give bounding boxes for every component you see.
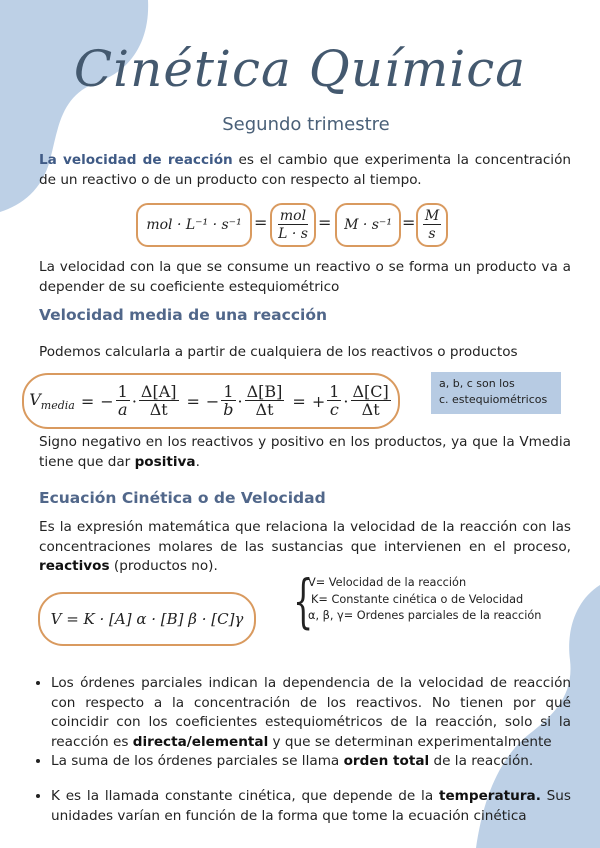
term3-sign: + (311, 391, 326, 411)
ecuacion-text-b: (productos no). (109, 558, 218, 574)
stoichiometry-paragraph: La velocidad con la que se consume un reactivo o se forma un producto va a depender de su coeficiente estequiométrico (39, 259, 571, 295)
section-heading-velocidad-media: Velocidad media de una reacción (39, 306, 328, 324)
term3-dot: · (343, 391, 349, 411)
ecuacion-text-a: Es la expresión matemática que relaciona la velocidad de la reacción con las concentraciones molares de las sustancias que intervienen en el proceso, (39, 519, 571, 555)
equals-2: = (318, 213, 332, 232)
unit-fraction-num: mol (279, 208, 307, 224)
list-item: • K es la llamada constante cinética, que depende de la temperatura. Sus unidades varían en función de la forma que tome la ecuación cinética (51, 787, 571, 826)
term2-rate: $\frac{\Delta[B]}{\Delta t}$ (246, 382, 283, 419)
list-item: • Los órdenes parciales indican la dependencia de la velocidad de reacción con respecto a la concentración de los reactivos. No tienen por qué coincidir con los coeficientes estequiométricos de la reacción, solo si la reacción es directa/elemental y que se determinan experimentalmente (51, 674, 571, 752)
legend-item: K= Constante cinética o de Velocidad (311, 592, 524, 606)
unit-fraction-mol-ls (278, 208, 308, 242)
term2-dot: · (237, 391, 243, 411)
units-box-3 (335, 203, 401, 247)
unit-fraction-num: M (424, 208, 440, 224)
list-item: • La suma de los órdenes parciales se llama orden total de la reacción. (51, 752, 571, 772)
rate-law-text: V = K · [A] α · [B] β · [C]γ (50, 610, 244, 628)
legend-brace: { (293, 567, 314, 635)
bullet-list (22, 787, 571, 826)
velocidad-media-formula (22, 373, 400, 429)
page-subtitle: Segundo trimestre (222, 114, 390, 135)
equals-1: = (254, 213, 268, 232)
sign-paragraph (39, 433, 571, 472)
formula-lhs: $V_{media}$ (29, 389, 75, 413)
note-line: c. estequiométricos (439, 393, 548, 406)
formula-equals: = (80, 391, 95, 411)
unit-mol-l-s: mol · L⁻¹ · s⁻¹ (146, 217, 242, 233)
term1-coef: $\frac{1}{a}$ (117, 382, 128, 419)
formula-equals: = (292, 391, 306, 411)
intro-paragraph (39, 151, 571, 190)
term1-rate: $\frac{\Delta[A]}{\Delta t}$ (140, 382, 177, 419)
unit-fraction-den: s (428, 226, 436, 242)
intro-lead: La velocidad de reacción (39, 152, 233, 168)
term1-dot: · (131, 391, 137, 411)
unit-fraction-den: L · s (278, 226, 308, 242)
formula-equals: = (186, 391, 200, 411)
coefficient-note (431, 372, 561, 414)
term1-sign: − (100, 391, 114, 411)
sign-end: . (195, 453, 200, 470)
ecuacion-text-bold: reactivos (39, 558, 110, 574)
equals-3: = (402, 213, 416, 232)
section-heading-ecuacion-cinetica: Ecuación Cinética o de Velocidad (39, 489, 326, 507)
note-line: a, b, c son los (439, 377, 515, 390)
intro-text: es el cambio que experimenta la concentración de un reactivo o de un producto con respecto al tiempo. (39, 152, 572, 188)
term3-rate: $\frac{\Delta[C]}{\Delta t}$ (352, 382, 389, 419)
units-box-2 (270, 203, 316, 247)
velocidad-media-text: Podemos calcularla a partir de cualquiera de los reactivos o productos (39, 344, 518, 360)
units-box-4 (416, 203, 448, 247)
term3-coef: $\frac{1}{c}$ (329, 382, 340, 419)
bullet-list (22, 674, 571, 772)
rate-law-formula (38, 592, 256, 646)
unit-fraction-m-s (423, 208, 441, 242)
legend-item: α, β, γ= Ordenes parciales de la reacción (308, 609, 542, 622)
rate-law-legend (296, 575, 541, 625)
sign-bold: positiva (134, 453, 196, 470)
sign-text: Signo negativo en los reactivos y positivo en los productos, ya que la Vmedia tiene que dar (39, 434, 571, 470)
legend-item: V= Velocidad de la reacción (308, 576, 467, 589)
unit-molar-per-s: M · s⁻¹ (344, 217, 392, 233)
page-title: Cinética Química (73, 40, 527, 98)
term2-coef: $\frac{1}{b}$ (223, 382, 234, 419)
units-box-1 (136, 203, 252, 247)
term2-sign: − (205, 391, 220, 411)
